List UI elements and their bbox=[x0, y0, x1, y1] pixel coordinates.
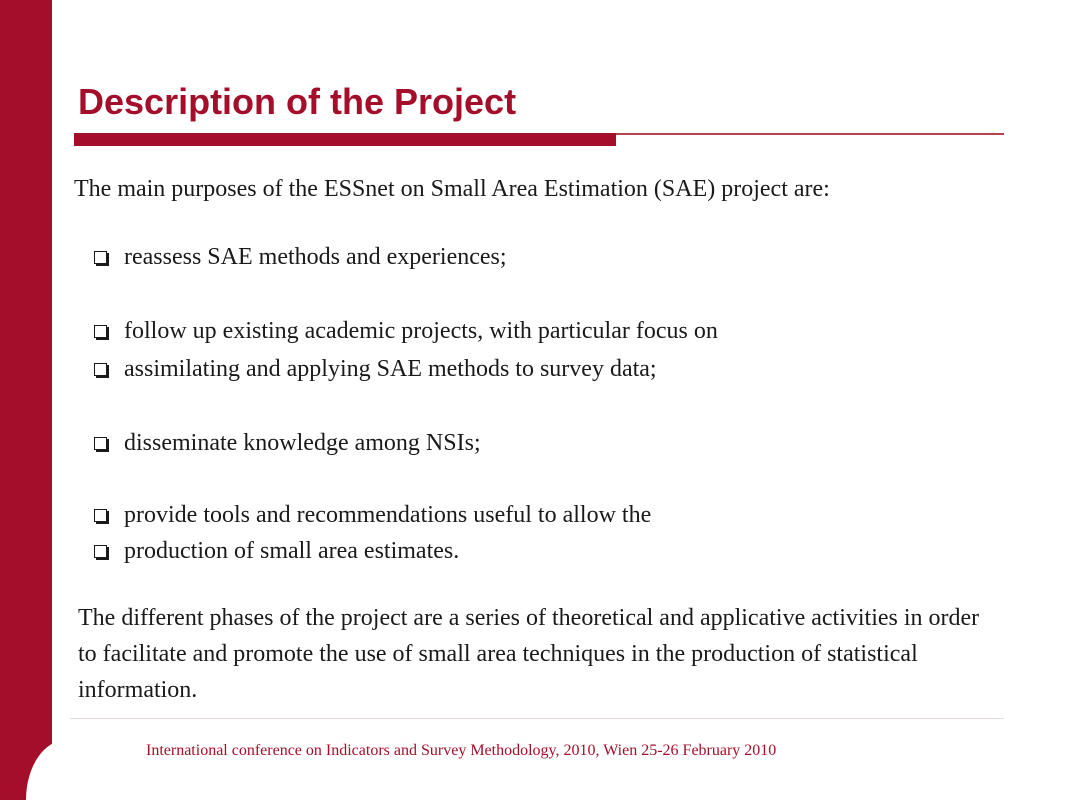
purpose-item-text: reassess SAE methods and experiences; bbox=[124, 243, 507, 270]
intro-paragraph: The main purposes of the ESSnet on Small Area Estimation (SAE) project are: bbox=[74, 176, 830, 202]
left-accent-band bbox=[0, 0, 52, 800]
square-bullet-icon bbox=[94, 509, 107, 522]
title-underline-thin bbox=[616, 133, 1004, 135]
slide-title: Description of the Project bbox=[78, 81, 517, 122]
purpose-item-5 bbox=[92, 498, 651, 532]
square-bullet-icon bbox=[94, 325, 107, 338]
purpose-item-text: follow up existing academic projects, with particular focus on bbox=[124, 317, 718, 344]
purpose-item-text: provide tools and recommendations useful to allow the bbox=[124, 501, 652, 528]
footer-conference-text: International conference on Indicators and Survey Methodology, 2010, Wien 25-26 February 2010 bbox=[146, 742, 777, 759]
square-bullet-icon bbox=[94, 545, 107, 558]
purpose-item-1 bbox=[92, 240, 507, 274]
purpose-item-6 bbox=[92, 534, 459, 568]
square-bullet-icon bbox=[94, 437, 107, 450]
purpose-item-text: assimilating and applying SAE methods to survey data; bbox=[124, 355, 657, 382]
purpose-item-text: disseminate knowledge among NSIs; bbox=[124, 429, 481, 456]
purpose-item-4 bbox=[92, 426, 481, 460]
purpose-item-3 bbox=[92, 352, 657, 386]
footer-divider bbox=[70, 718, 1004, 719]
square-bullet-icon bbox=[94, 251, 107, 264]
title-underline-thick bbox=[74, 133, 616, 146]
band-curl-decoration bbox=[26, 740, 66, 800]
phases-paragraph: The different phases of the project are a series of theoretical and applicative activities in order to facilitate and promote the use of small area techniques in the production of statistical information. bbox=[78, 605, 980, 703]
purpose-item-2 bbox=[92, 314, 718, 348]
square-bullet-icon bbox=[94, 363, 107, 376]
purpose-item-text: production of small area estimates. bbox=[124, 537, 460, 564]
